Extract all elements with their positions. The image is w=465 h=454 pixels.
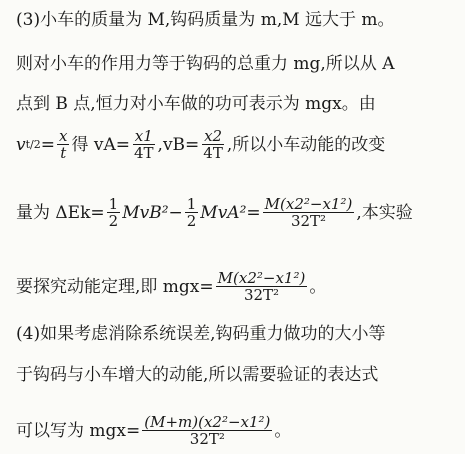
- text-segment: 量为 ΔEk=: [16, 202, 105, 223]
- text-line-1: (3)小车的质量为 M,钩码质量为 m,M 远大于 m。: [16, 10, 395, 30]
- fraction-denominator: 4T: [203, 144, 223, 162]
- text-segment: 要探究动能定理,即 mgx=: [16, 276, 214, 297]
- fraction-numerator: x2: [204, 127, 223, 145]
- fraction-denominator: 32T²: [290, 212, 327, 230]
- text-line-3: 点到 B 点,恒力对小车做的功可表示为 mgx。由: [16, 94, 376, 114]
- line-6: [16, 270, 457, 303]
- fraction-numerator: (M+m)(x2²−x1²): [144, 413, 271, 431]
- velocity-symbol: v: [16, 134, 26, 155]
- text-segment: 。: [309, 276, 327, 297]
- line-1: [16, 8, 457, 32]
- fraction-numerator: M(x2²−x1²): [217, 269, 306, 287]
- fraction-denominator: 4T: [133, 144, 154, 162]
- fraction-numerator: M(x2²−x1²): [264, 195, 353, 213]
- line-4: [16, 128, 457, 161]
- fraction-one-half: [185, 196, 199, 229]
- fraction-denominator: 2: [108, 212, 119, 230]
- fraction-denominator: 32T²: [189, 430, 225, 448]
- line-7: [16, 322, 457, 346]
- fraction-energy-change: [216, 270, 308, 303]
- line-3: [16, 92, 457, 116]
- text-line-8: 于钩码与小车增大的动能,所以需要验证的表达式: [16, 365, 379, 385]
- text-segment: ,本实验: [356, 202, 413, 223]
- text-segment: 。: [274, 420, 292, 441]
- fraction-denominator: t: [60, 144, 67, 162]
- equals-sign: =: [40, 134, 55, 155]
- fraction-x1-over-4t: [132, 128, 156, 161]
- text-line-2: 则对小车的作用力等于钩码的总重力 mg,所以从 A: [16, 54, 395, 74]
- fraction-numerator: x: [58, 127, 68, 145]
- line-2: [16, 52, 457, 76]
- fraction-energy-change: [263, 196, 355, 229]
- fraction-numerator: 1: [186, 195, 197, 213]
- velocity-subscript: t/2: [25, 137, 41, 151]
- text-segment: MvB²−: [122, 202, 183, 223]
- fraction-numerator: 1: [108, 195, 119, 213]
- text-segment: 可以写为 mgx=: [16, 420, 141, 441]
- fraction-denominator: 32T²: [243, 286, 280, 304]
- text-segment: MvA²=: [200, 202, 261, 223]
- text-segment: 得 vA=: [71, 134, 130, 155]
- text-line-7: (4)如果考虑消除系统误差,钩码重力做功的大小等: [16, 324, 386, 344]
- line-9: [16, 414, 457, 447]
- fraction-x-over-t: [57, 128, 69, 161]
- fraction-denominator: 2: [186, 212, 197, 230]
- text-segment: ,所以小车动能的改变: [226, 134, 386, 155]
- text-segment: ,vB=: [157, 134, 200, 155]
- line-8: [16, 363, 457, 387]
- fraction-system-energy: [142, 414, 272, 447]
- line-5: [16, 196, 457, 229]
- fraction-x2-over-4t: [201, 128, 225, 161]
- fraction-one-half: [107, 196, 121, 229]
- fraction-numerator: x1: [134, 127, 153, 145]
